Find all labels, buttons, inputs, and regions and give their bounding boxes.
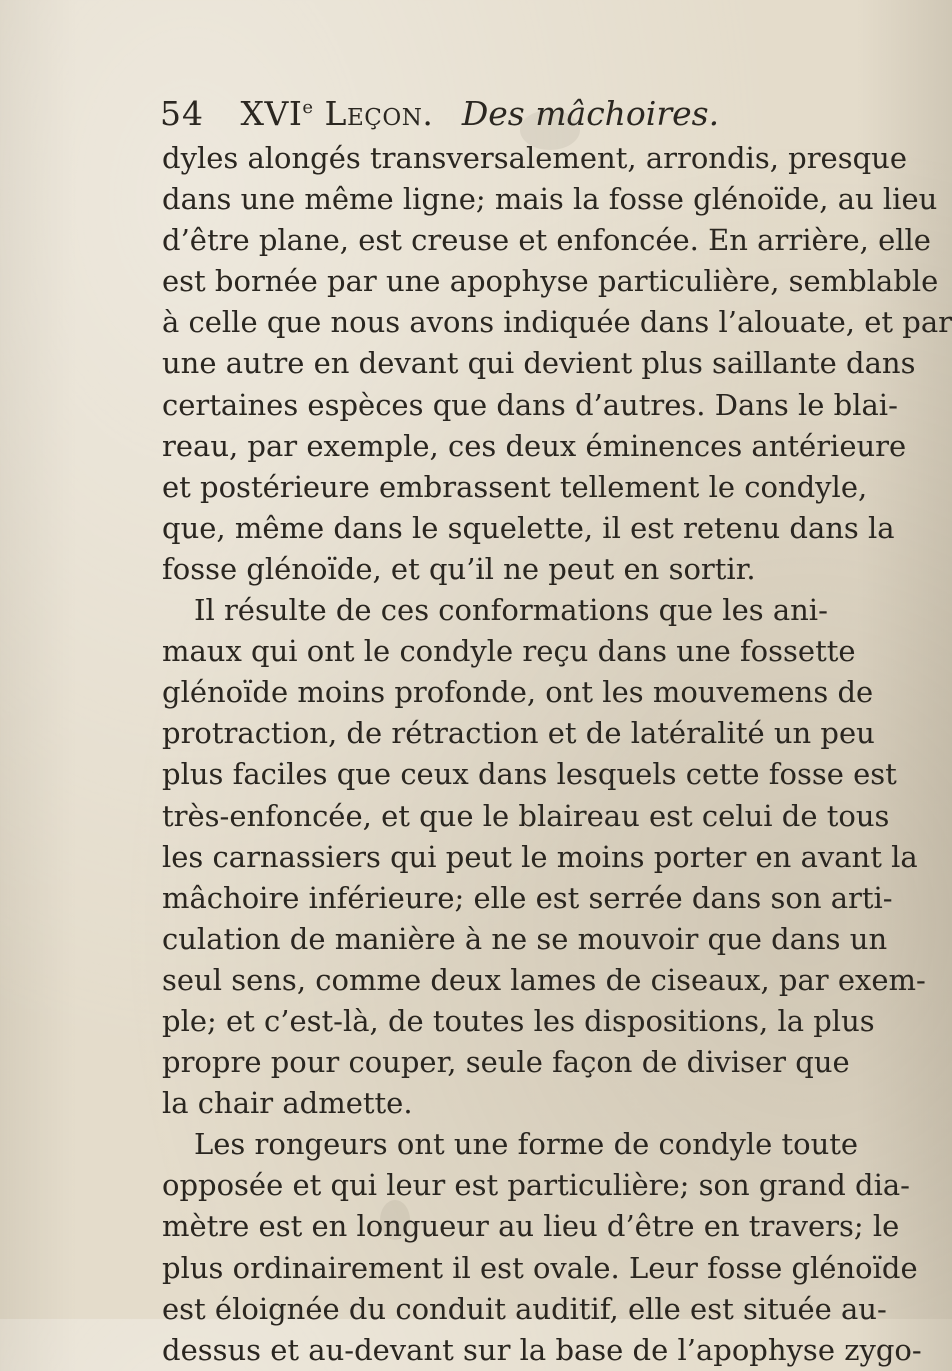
running-head xyxy=(160,86,720,133)
text-line: est éloignée du conduit auditif, elle est située au- xyxy=(162,1291,887,1326)
text-line: Il résulte de ces conformations que les ani- xyxy=(194,593,828,628)
text-line: certaines espèces que dans d’autres. Dans le blai- xyxy=(162,387,898,422)
text-line: d’être plane, est creuse et enfoncée. En arrière, elle xyxy=(162,223,931,258)
text-line: maux qui ont le condyle reçu dans une fossette xyxy=(162,634,856,669)
text-line: très-enfoncée, et que le blaireau est celui de tous xyxy=(162,798,890,833)
text-line: que, même dans le squelette, il est retenu dans la xyxy=(162,510,895,545)
text-line: opposée et qui leur est particulière; son grand dia- xyxy=(162,1168,910,1203)
page-number: 54 xyxy=(160,94,204,133)
text-line: protraction, de rétraction et de latéralité un peu xyxy=(162,716,875,751)
text-line: est bornée par une apophyse particulière, semblable xyxy=(162,264,939,299)
lecon-label xyxy=(241,86,434,136)
lecon-word: Leçon. xyxy=(324,94,434,133)
text-line: dyles alongés transversalement, arrondis, presque xyxy=(162,141,908,175)
text-line: une autre en devant qui devient plus saillante dans xyxy=(162,346,916,381)
lecon-numeral: XVI xyxy=(240,94,303,133)
chapter-title: Des mâchoires. xyxy=(461,94,720,133)
text-line: dans une même ligne; mais la fosse glénoïde, au lieu xyxy=(162,182,938,217)
text-line: plus ordinairement il est ovale. Leur fosse glénoïde xyxy=(162,1250,918,1285)
text-line: les carnassiers qui peut le moins porter en avant la xyxy=(162,839,918,874)
text-line: seul sens, comme deux lames de ciseaux, par exem- xyxy=(162,962,926,997)
text-line: la chair admette. xyxy=(162,1086,413,1121)
text-line: et postérieure embrassent tellement le condyle, xyxy=(162,469,868,504)
text-line: ple; et c’est-là, de toutes les dispositions, la plus xyxy=(162,1003,875,1038)
text-line: Les rongeurs ont une forme de condyle toute xyxy=(194,1127,859,1162)
lecon-suffix: e xyxy=(302,97,314,118)
text-line: dessus et au-devant sur la base de l’apophyse zygo- xyxy=(162,1332,922,1367)
text-line: propre pour couper, seule façon de diviser que xyxy=(162,1045,850,1080)
text-line: plus faciles que ceux dans lesquels cette fosse est xyxy=(162,757,897,792)
body-text xyxy=(162,138,952,1371)
text-line: à celle que nous avons indiquée dans l’alouate, et par xyxy=(162,305,952,340)
text-line: fosse glénoïde, et qu’il ne peut en sortir. xyxy=(162,551,756,586)
text-line: mâchoire inférieure; elle est serrée dans son arti- xyxy=(162,880,893,915)
text-line: culation de manière à ne se mouvoir que dans un xyxy=(162,921,888,956)
text-line: mètre est en longueur au lieu d’être en travers; le xyxy=(162,1209,900,1244)
text-line: reau, par exemple, ces deux éminences antérieure xyxy=(162,428,907,463)
text-line: glénoïde moins profonde, ont les mouvemens de xyxy=(162,675,874,710)
